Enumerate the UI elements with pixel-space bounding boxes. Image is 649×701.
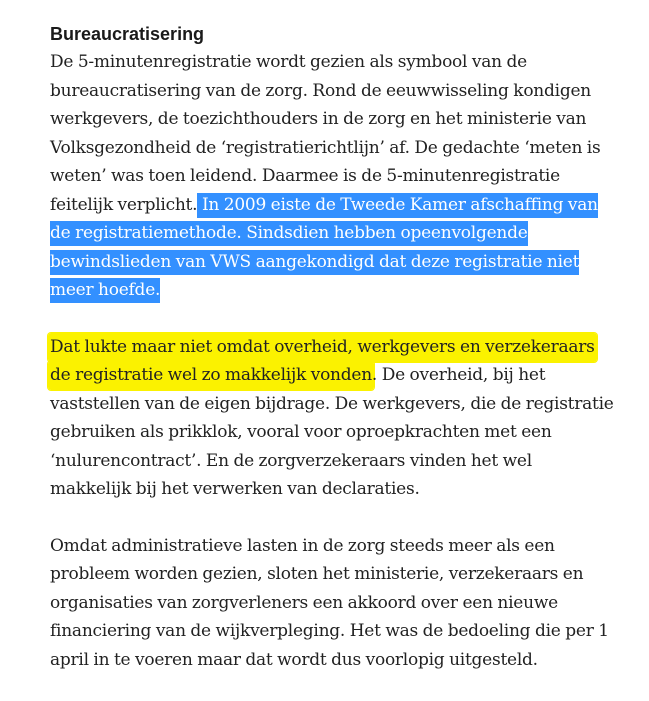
paragraph-spacer <box>50 504 610 532</box>
text-line: gebruiken als prikklok, vooral voor oproepkrachten met een <box>50 422 552 442</box>
highlighted-text[interactable]: de registratie wel zo makkelijk vonden <box>48 361 374 390</box>
text-line: makkelijk bij het verwerken van declaraties. <box>50 479 420 499</box>
selected-text[interactable]: bewindslieden van VWS aangekondigd dat deze registratie niet <box>50 250 579 275</box>
paragraph-1 <box>50 48 610 305</box>
text-line: probleem worden gezien, sloten het ministerie, verzekeraars en <box>50 564 584 584</box>
text-line <box>50 276 610 305</box>
highlighted-text[interactable]: Dat lukte maar niet omdat overheid, werkgevers en verzekeraars <box>48 333 597 362</box>
paragraph-spacer <box>50 305 610 333</box>
text-line: april in te voeren maar dat wordt dus voorlopig uitgesteld. <box>50 649 538 670</box>
text-line: financiering van de wijkverpleging. Het was de bedoeling die per 1 <box>50 621 609 641</box>
selected-text[interactable]: meer hoefde. <box>50 278 160 303</box>
text-line: organisaties van zorgverleners een akkoord over een nieuwe <box>50 592 558 613</box>
text-line: Omdat administratieve lasten in de zorg steeds meer als een <box>50 535 555 556</box>
section-heading: Bureaucratisering <box>50 24 205 44</box>
text-line: Volksgezondheid de ‘registratierichtlijn’ af. De gedachte ‘meten is <box>50 137 601 158</box>
plain-text: feitelijk verplicht. <box>50 194 198 215</box>
text-line: bureaucratisering van de zorg. Rond de eeuwwisseling kondigen <box>50 80 591 101</box>
text-line: ‘nulurencontract’. En de zorgverzekeraars vinden het wel <box>50 450 532 471</box>
text-line <box>50 333 610 362</box>
article-body <box>50 22 614 674</box>
text-line: vaststellen van de eigen bijdrage. De werkgevers, die de registratie <box>50 393 614 414</box>
paragraph-2 <box>50 333 614 504</box>
text-line: De 5-minutenregistratie wordt gezien als symbool van de <box>50 52 527 72</box>
plain-text: . De overheid, bij het <box>371 365 546 385</box>
text-line: werkgevers, de toezichthouders in de zorg en het ministerie van <box>50 109 587 129</box>
selected-text[interactable]: In 2009 eiste de Tweede Kamer afschaffing van <box>197 193 598 218</box>
text-line <box>50 219 610 248</box>
selected-text[interactable]: de registratiemethode. Sindsdien hebben opeenvolgende <box>50 221 528 246</box>
text-line <box>50 361 610 390</box>
paragraph-3 <box>50 532 610 675</box>
text-line <box>50 191 610 220</box>
text-line: weten’ was toen leidend. Daarmee is de 5-minutenregistratie <box>50 166 560 186</box>
text-line <box>50 248 610 277</box>
